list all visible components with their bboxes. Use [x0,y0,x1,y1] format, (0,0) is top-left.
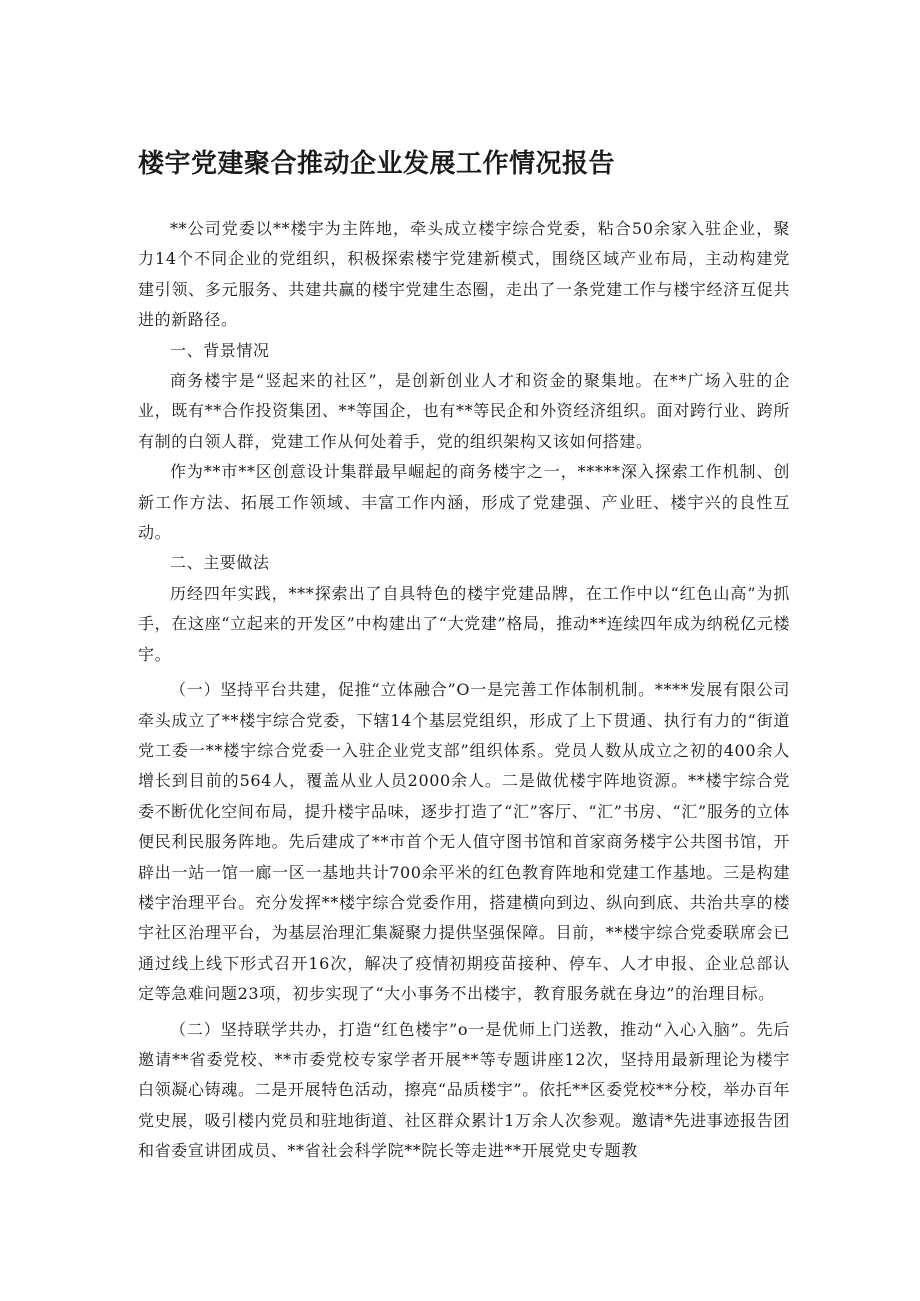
background-paragraph-2: 作为**市**区创意设计集群最早崛起的商务楼宇之一，*****深入探索工作机制、创新工作方法、拓展工作领域、丰富工作内涵，形成了党建强、产业旺、楼宇兴的良性互动。 [138,462,790,543]
section-heading-background: 一、背景情况 [170,340,270,360]
practices-paragraph-2: （一）坚持平台共建，促推“立体融合”O一是完善工作体制机制。****发展有限公司牵头成立了**楼宇综合党委，下辖14个基层党组织，形成了上下贯通、执行有力的“街道党工委一**楼宇综合党委一入驻企业党支部”组织体系。党员人数从成立之初的400余人增长到目前的564人，覆盖从业人员2000余人。二是做优楼宇阵地资源。**楼宇综合党委不断优化空间布局，提升楼宇品味，逐步打造了“汇”客厅、“汇”书房、“汇”服务的立体便民利民服务阵地。先后建成了**市首个无人值守图书馆和首家商务楼宇公共图书馆，开辟出一站一馆一廊一区一基地共计700余平米的红色教育阵地和党建工作基地。三是构建楼宇治理平台。充分发挥**楼宇综合党委作用，搭建横向到边、纵向到底、共治共享的楼宇社区治理平台，为基层治理汇集凝聚力提供坚强保障。目前，**楼宇综合党委联席会已通过线上线下形式召开16次，解决了疫情初期疫苗接种、停车、人才申报、企业总部认定等急难问题23项，初步实现了“大小事务不出楼宇，教育服务就在身边”的治理目标。 [138,680,790,1004]
background-paragraph-1: 商务楼宇是“竖起来的社区”，是创新创业人才和资金的聚集地。在**广场入驻的企业，既有**合作投资集团、**等国企，也有**等民企和外资经济组织。面对跨行业、跨所有制的白领人群，党建工作从何处着手，党的组织架构又该如何搭建。 [138,371,790,451]
practices-paragraph-1: 历经四年实践，***探索出了自具特色的楼宇党建品牌，在工作中以“红色山高”为抓手，在这座“立起来的开发区”中构建出了“大党建”格局，推动**连续四年成为纳税亿元楼宇。 [138,583,790,664]
practices-paragraph-3: （二）坚持联学共办，打造“红色楼宇”o一是优师上门送教，推动“入心入脑”。先后邀请**省委党校、**市委党校专家学者开展**等专题讲座12次，坚持用最新理论为楼宇白领凝心铸魂。二是开展特色活动，擦亮“品质楼宇”。依托**区委党校**分校，举办百年党史展，吸引楼内党员和驻地街道、社区群众累计1万余人次参观。邀请*先进事迹报告团和省委宣讲团成员、**省社会科学院**院长等走进**开展党史专题教 [138,1019,790,1161]
document-title: 楼宇党建聚合推动企业发展工作情况报告 [138,149,616,179]
document-page [138,140,790,1167]
section-heading-practices: 二、主要做法 [170,553,270,573]
intro-paragraph: **公司党委以**楼宇为主阵地，牵头成立楼宇综合党委，粘合50余家入驻企业，聚力14个不同企业的党组织，积极探索楼宇党建新模式，围绕区域产业布局，主动构建党建引领、多元服务、共建共赢的楼宇党建生态圈，走出了一条党建工作与楼宇经济互促共进的新路径。 [138,219,790,330]
